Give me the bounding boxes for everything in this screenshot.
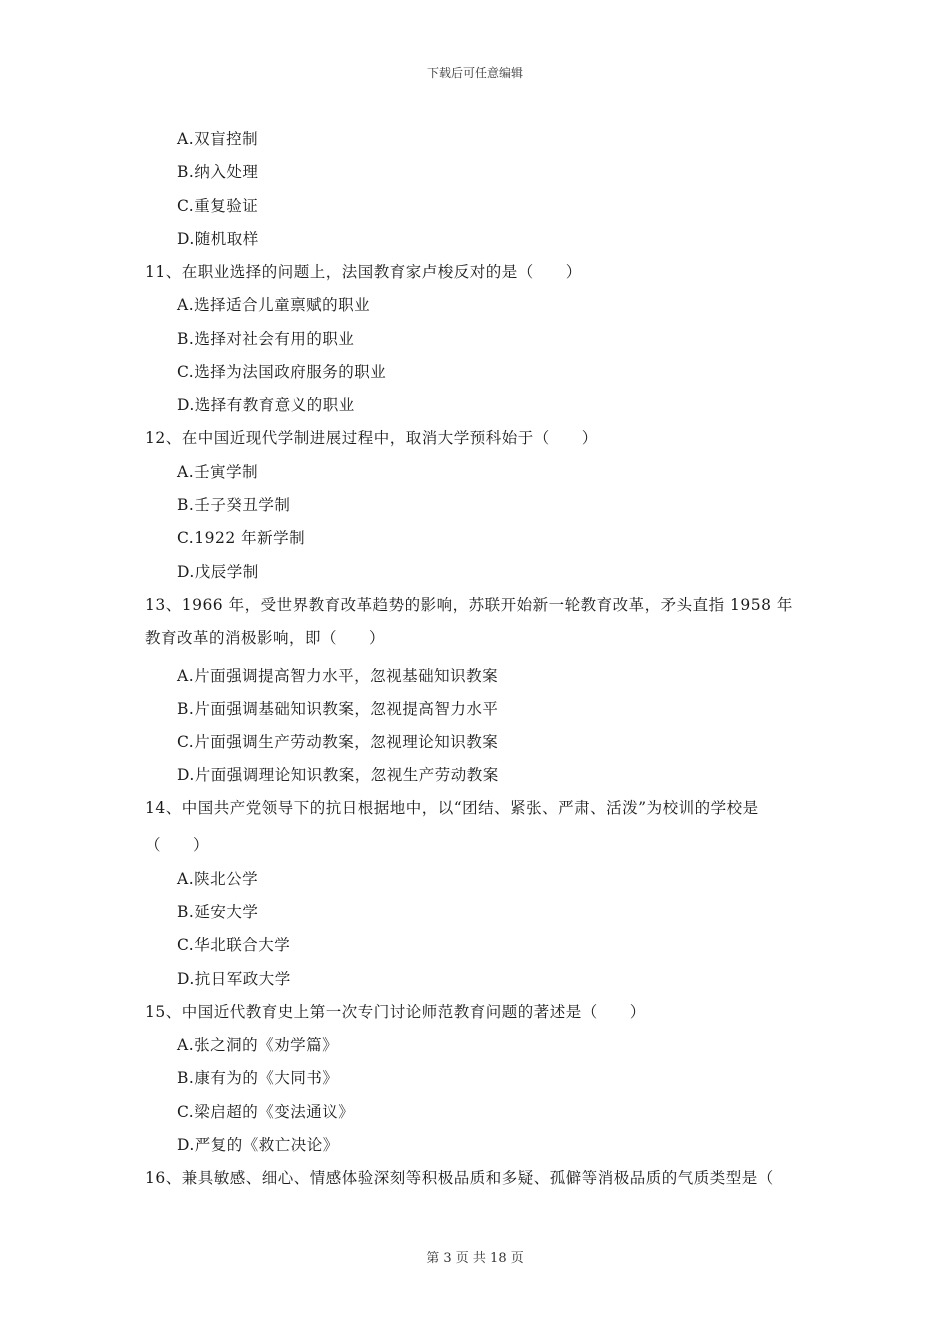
- question-text: 11、在职业选择的问题上，法国教育家卢梭反对的是（ ）: [145, 263, 582, 281]
- answer-option: A.张之洞的《劝学篇》: [177, 1036, 339, 1054]
- answer-option: C.1922 年新学制: [177, 529, 306, 547]
- answer-option: B.壬子癸丑学制: [177, 496, 291, 514]
- answer-option: D.随机取样: [177, 230, 259, 248]
- answer-option: B.康有为的《大同书》: [177, 1069, 339, 1087]
- answer-option: D.戊辰学制: [177, 563, 259, 581]
- answer-option: A.双盲控制: [177, 130, 259, 148]
- question-text: 13、1966 年，受世界教育改革趋势的影响，苏联开始新一轮教育改革，矛头直指 1958 年: [145, 596, 793, 614]
- answer-option: B.纳入处理: [177, 163, 259, 181]
- answer-option: C.梁启超的《变法通议》: [177, 1103, 355, 1121]
- answer-option: A.壬寅学制: [177, 463, 259, 481]
- page-footer: 第 3 页 共 18 页: [426, 1251, 524, 1266]
- answer-option: D.片面强调理论知识教案，忽视生产劳动教案: [177, 766, 499, 784]
- question-text: 教育改革的消极影响，即（ ）: [145, 629, 386, 647]
- answer-option: D.抗日军政大学: [177, 970, 291, 988]
- answer-option: C.华北联合大学: [177, 936, 291, 954]
- answer-option: C.片面强调生产劳动教案，忽视理论知识教案: [177, 733, 499, 751]
- page-header: 下载后可任意编辑: [426, 66, 523, 80]
- answer-option: D.选择有教育意义的职业: [177, 396, 355, 414]
- question-text: 14、中国共产党领导下的抗日根据地中，以“团结、紧张、严肃、活泼”为校训的学校是: [145, 799, 759, 817]
- answer-option: A.陕北公学: [177, 870, 259, 888]
- answer-option: B.片面强调基础知识教案，忽视提高智力水平: [177, 700, 499, 718]
- answer-option: C.选择为法国政府服务的职业: [177, 363, 387, 381]
- answer-option: B.选择对社会有用的职业: [177, 330, 355, 348]
- answer-option: A.片面强调提高智力水平，忽视基础知识教案: [177, 667, 499, 685]
- question-text: 12、在中国近现代学制进展过程中，取消大学预科始于（ ）: [145, 429, 598, 447]
- answer-option: A.选择适合儿童禀赋的职业: [177, 296, 371, 314]
- question-text: 16、兼具敏感、细心、情感体验深刻等积极品质和多疑、孤僻等消极品质的气质类型是（: [145, 1169, 774, 1187]
- answer-option: D.严复的《救亡决论》: [177, 1136, 339, 1154]
- answer-option: B.延安大学: [177, 903, 259, 921]
- question-text: （ ）: [145, 836, 210, 854]
- answer-option: C.重复验证: [177, 197, 259, 215]
- question-text: 15、中国近代教育史上第一次专门讨论师范教育问题的著述是（ ）: [145, 1003, 646, 1021]
